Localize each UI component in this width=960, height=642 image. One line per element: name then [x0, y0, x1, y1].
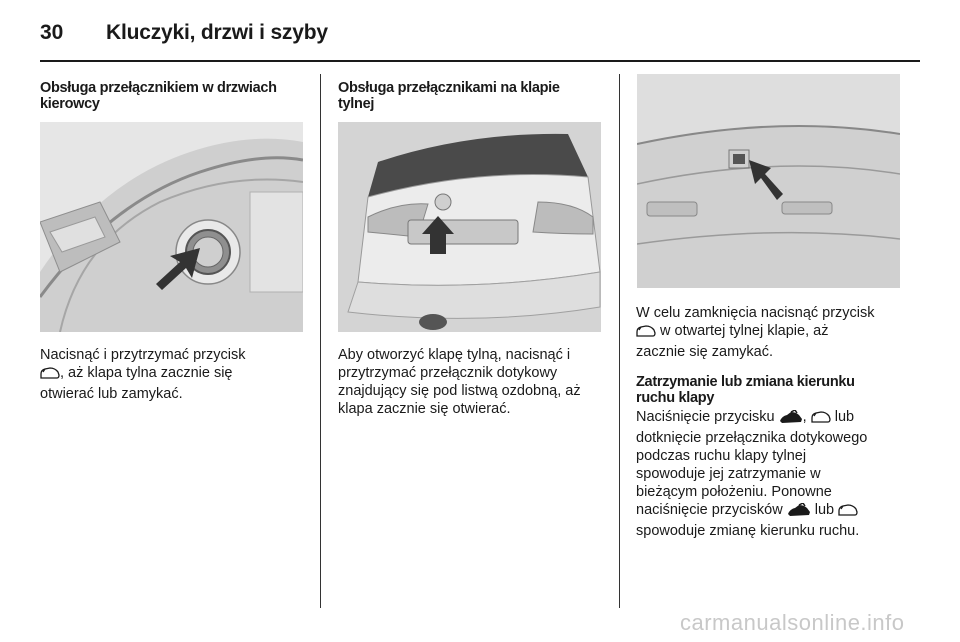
- tailgate-icon: [838, 503, 858, 522]
- section-heading: Obsługa przełącznikiem w drzwiach kierowcy: [40, 80, 277, 112]
- car-tailgate-remote-icon: [787, 503, 811, 522]
- header-divider: [40, 60, 920, 62]
- tailgate-icon: [811, 410, 831, 429]
- column-driver-door: [40, 80, 303, 112]
- car-tailgate-remote-icon: [779, 410, 803, 429]
- paragraph-close-tailgate: W celu zamknięcia nacisnąć przycisk w otwartej tylnej klapie, aż zacznie się zamykać.: [636, 305, 875, 360]
- paragraph-driver-door: Nacisnąć i przytrzymać przycisk , aż klapa tylna zacznie się otwierać lub zamykać.: [40, 347, 246, 402]
- section-stop-reverse: [636, 374, 900, 540]
- watermark: carmanualsonline.info: [680, 610, 905, 635]
- page-header: [40, 18, 328, 48]
- tailgate-icon: [636, 324, 656, 343]
- column-tailgate-switch: [338, 80, 601, 112]
- paragraph-tailgate-switch: Aby otworzyć klapę tylną, nacisnąć i przytrzymać przełącznik dotykowy znajdujący się pod listwą ozdobną, aż klapa zacznie się otwierać.: [338, 347, 581, 417]
- section-heading: Zatrzymanie lub zmiana kierunku ruchu klapy: [636, 374, 855, 406]
- tailgate-icon: [40, 366, 60, 385]
- page-number: 30: [40, 21, 64, 44]
- image-tailgate-close-button: [637, 74, 900, 288]
- column-divider: [320, 74, 321, 608]
- image-car-rear-tailgate: [338, 122, 601, 332]
- image-driver-door-switch: [40, 122, 303, 332]
- paragraph-stop-reverse: Naciśnięcie przycisku , lub dotknięcie przełącznika dotykowego podczas ruchu klapy tylnej spowoduje jej zatrzymanie w bieżącym położeniu. Ponowne naciśnięcie przycisków lub spowoduje zmianę kierunku ruchu.: [636, 409, 868, 539]
- section-heading: Obsługa przełącznikami na klapie tylnej: [338, 80, 560, 112]
- column-divider: [619, 74, 620, 608]
- page-title: Kluczyki, drzwi i szyby: [106, 21, 328, 44]
